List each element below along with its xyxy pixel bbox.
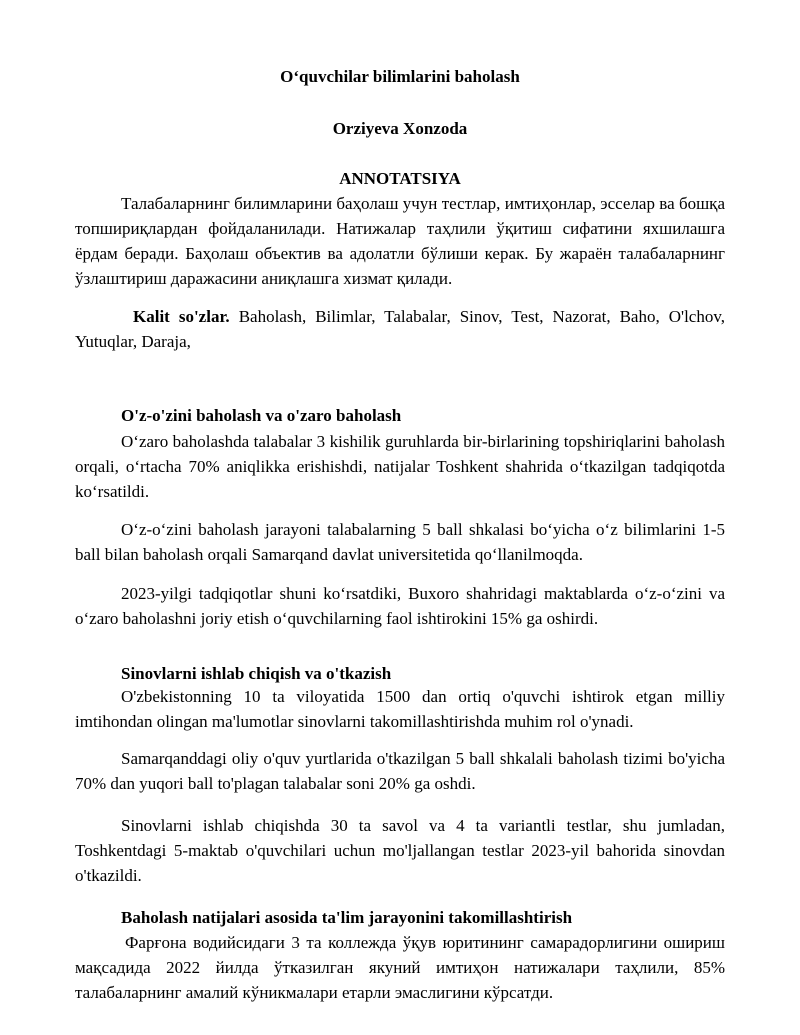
keywords-label: Kalit so'zlar.: [133, 307, 230, 326]
section-heading-improving-education: Baholash natijalari asosida ta'lim jarayonini takomillashtirish: [121, 908, 573, 927]
section-heading-test-development: Sinovlarni ishlab chiqish va o'tkazish: [121, 664, 392, 683]
section2-paragraph-2: Samarqanddagi oliy o'quv yurtlarida o'tkazilgan 5 ball shkalali baholash tizimi bo'yicha 70% dan yuqori ball to'plagan talabalar soni 20% ga oshdi.: [75, 749, 725, 793]
section-heading-self-peer-assessment: O'z-o'zini baholash va o'zaro baholash: [121, 406, 402, 425]
section2-paragraph-3-block: [75, 813, 725, 888]
annotation-heading: ANNOTATSIYA: [339, 169, 461, 188]
keywords-block: [75, 304, 725, 354]
section2-paragraph-1: O'zbekistonning 10 ta viloyatida 1500 dan ortiq o'quvchi ishtirok etgan milliy imtihondan olingan ma'lumotlar sinovlarni takomillashtirishda muhim rol o'ynadi.: [75, 687, 725, 731]
section1-paragraph-2-block: [75, 517, 725, 567]
section1-paragraph-2: O‘z-o‘zini baholash jarayoni talabalarning 5 ball shkalasi bo‘yicha o‘z bilimlarini 1-5 ball bilan baholash orqali Samarqand davlat universitetida qo‘llanilmoqda.: [75, 520, 725, 564]
section1-paragraph-3: 2023-yilgi tadqiqotlar shuni ko‘rsatdiki, Buxoro shahridagi maktablarda o‘z-o‘zini va o‘zaro baholashni joriy etish o‘quvchilarning faol ishtirokini 15% ga oshirdi.: [75, 584, 725, 628]
keywords-text: Baholash, Bilimlar, Talabalar, Sinov, Test, Nazorat, Baho, O'lchov, Yutuqlar, Daraja,: [75, 307, 725, 351]
section2-paragraph-2-block: [75, 746, 725, 796]
paper-title: O‘quvchilar bilimlarini baholash: [280, 67, 520, 86]
section2-paragraph-3: Sinovlarni ishlab chiqishda 30 ta savol va 4 ta variantli testlar, shu jumladan, Toshkentdagi 5-maktab o'quvchilari uchun mo'ljallangan testlar 2023-yil bahorida sinovdan o'tkazildi.: [75, 816, 725, 885]
annotation-paragraph: Талабаларнинг билимларини баҳолаш учун тестлар, имтиҳонлар, эсселар ва бошқа топшириқлардан фойдаланилади. Натижалар таҳлили ўқитиш сифатини яхшилашга ёрдам беради. Баҳолаш объектив ва адолатли бўлиши керак. Бу жараён талабаларнинг ўзлаштириш даражасини аниқлашга хизмат қилади.: [75, 194, 725, 288]
section2-paragraph-1-block: [75, 684, 725, 734]
section1-paragraph-1-block: [75, 429, 725, 504]
author-name: Orziyeva Xonzoda: [332, 119, 468, 138]
annotation-block: [75, 191, 725, 291]
section1-paragraph-3-block: [75, 581, 725, 631]
section3-paragraph-1: Фарғона водийсидаги 3 та коллежда ўқув юритининг самарадорлигини ошириш мақсадида 2022 йилда ўтказилган якуний имтиҳон натижалари таҳлили, 85% талабаларнинг амалий кўникмалари етарли эмаслигини кўрсатди.: [75, 933, 725, 1002]
section3-paragraph-1-block: [75, 930, 725, 1005]
keywords-paragraph: [75, 304, 725, 354]
section1-paragraph-1: O‘zaro baholashda talabalar 3 kishilik guruhlarda bir-birlarining topshiriqlarini baholash orqali, o‘rtacha 70% aniqlikka erishishdi, natijalar Toshkent shahrida o‘tkazilgan tadqiqotda ko‘rsatildi.: [75, 432, 725, 501]
